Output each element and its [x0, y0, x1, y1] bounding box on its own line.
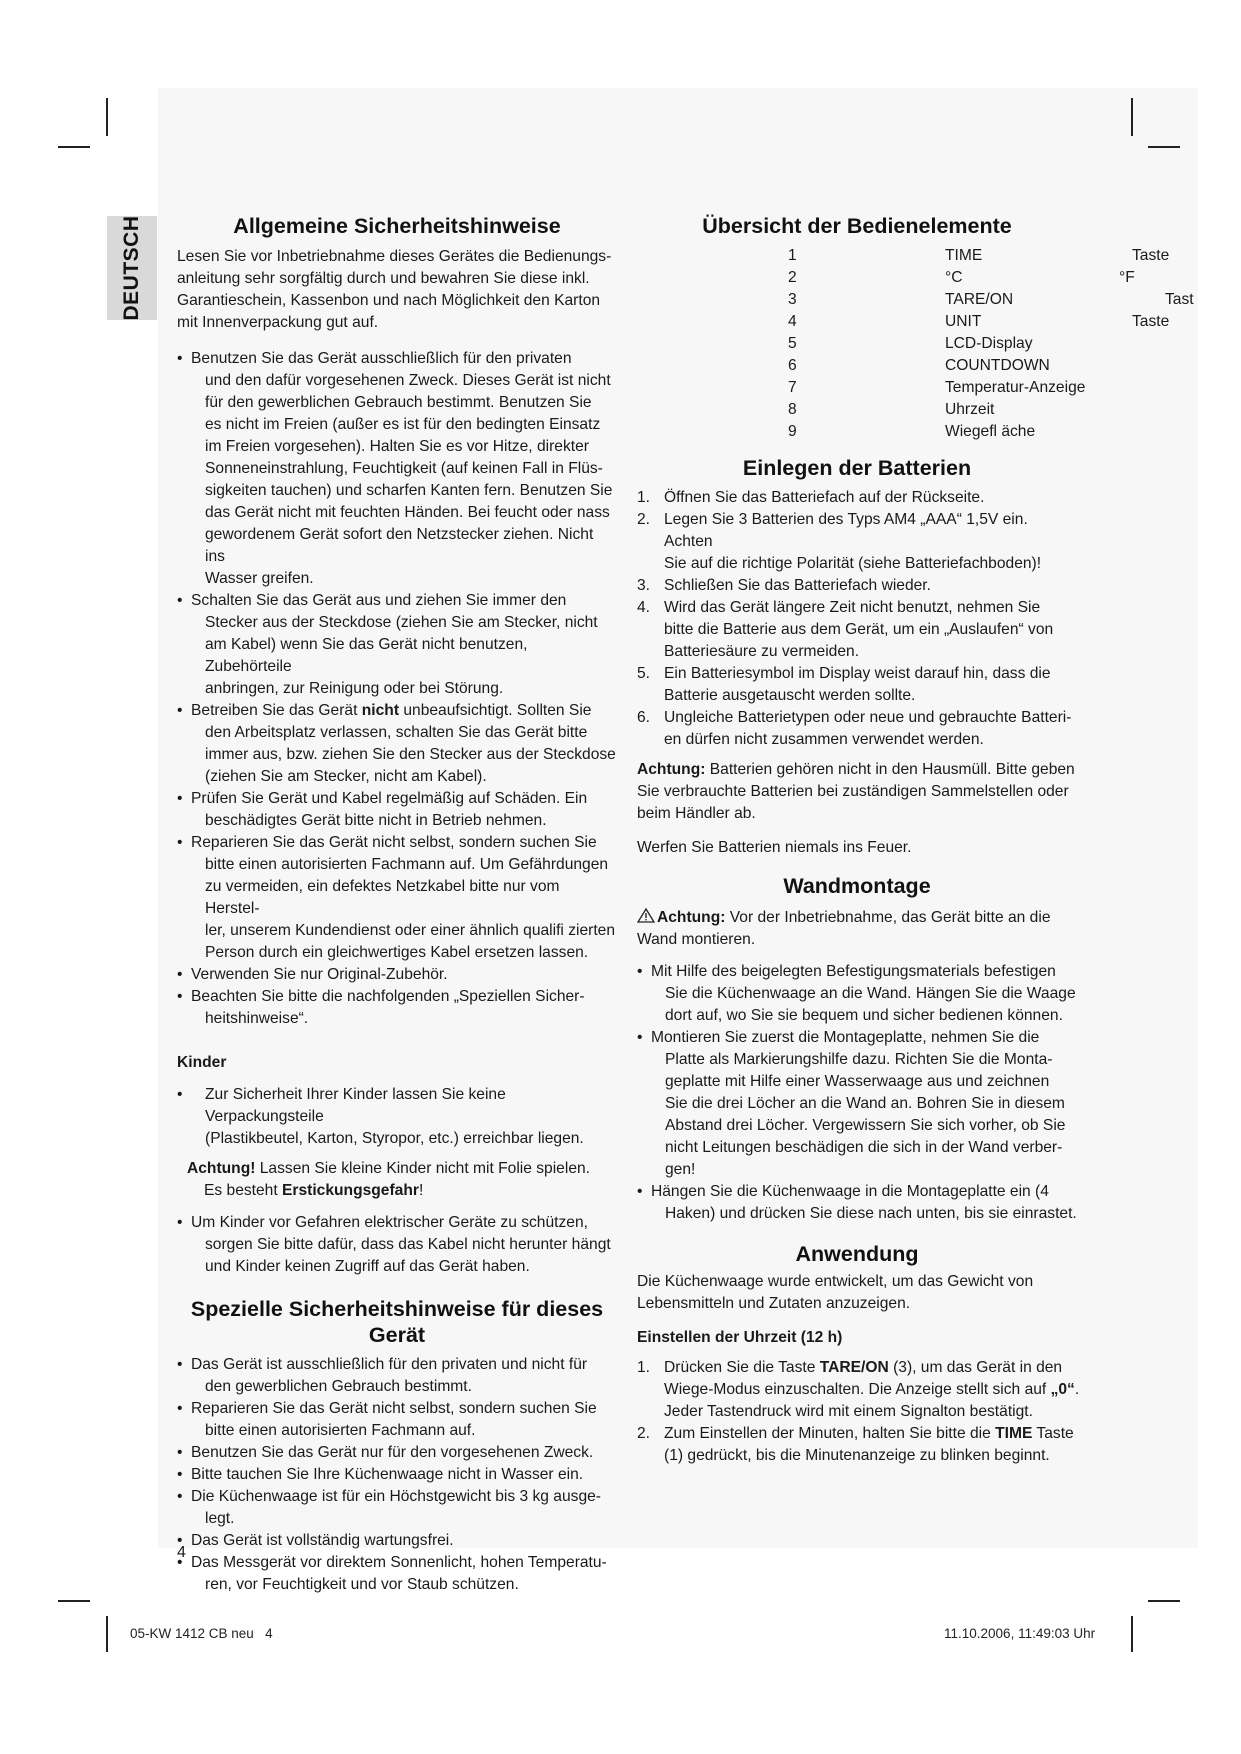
crop-mark: [58, 1600, 90, 1602]
wall-warning: Achtung: Vor der Inbetriebnahme, das Gerät bitte an die Wand montieren.: [637, 909, 1051, 948]
list-item: • Reparieren Sie das Gerät nicht selbst, sondern suchen Sie bitte einen autorisierten Fachmann auf.: [177, 1398, 617, 1442]
crop-mark: [1131, 98, 1133, 136]
list-item: 5. Ein Batteriesymbol im Display weist darauf hin, dass die Batterie ausgetauscht werden sollte.: [637, 665, 1051, 704]
list-item: • Bitte tauchen Sie Ihre Küchenwaage nicht in Wasser ein.: [177, 1464, 617, 1486]
list-item: • Um Kinder vor Gefahren elektrischer Geräte zu schützen, sorgen Sie bitte dafür, dass das Kabel nicht herunter hängt und Kinder keinen Zugriff auf das Gerät haben.: [177, 1212, 617, 1278]
right-column: [637, 213, 1194, 1467]
table-row: 1 TIME Taste: [788, 247, 1170, 264]
battery-fire-note: Werfen Sie Batterien niemals ins Feuer.: [637, 839, 912, 856]
list-item: 1. Öffnen Sie das Batteriefach auf der Rückseite.: [637, 489, 985, 506]
table-row: 6 COUNTDOWN: [788, 357, 1050, 374]
table-row: 2 °C °F: [788, 269, 1135, 286]
table-row: 4 UNIT Taste: [788, 313, 1170, 330]
list-item: 2. Zum Einstellen der Minuten, halten Sie bitte die TIME Taste (1) gedrückt, bis die Minutenanzeige zu blinken beginnt.: [637, 1425, 1074, 1464]
page-number: 4: [177, 1544, 186, 1561]
list-item: • Das Messgerät vor direktem Sonnenlicht, hohen Temperatu- ren, vor Feuchtigkeit und vor Staub schützen.: [177, 1552, 617, 1596]
table-row: 7 Temperatur-Anzeige: [788, 379, 1086, 396]
crop-mark: [1131, 1616, 1133, 1652]
list-item: • Das Gerät ist vollständig wartungsfrei.: [177, 1530, 617, 1552]
footer-file-info: 05-KW 1412 CB neu 4: [130, 1626, 273, 1641]
table-row: 8 Uhrzeit: [788, 401, 995, 418]
list-item: • Mit Hilfe des beigelegten Befestigungsmaterials befestigen Sie die Küchenwaage an die Wand. Hängen Sie die Waage dort auf, wo Sie sie bequem und sicher bedienen können.: [637, 961, 1157, 1027]
list-item: • Hängen Sie die Küchenwaage in die Montageplatte ein (4 Haken) und drücken Sie diese nach unten, bis sie einrastet.: [637, 1181, 1157, 1225]
list-item: • Benutzen Sie das Gerät nur für den vorgesehenen Zweck.: [177, 1442, 617, 1464]
list-item: • Schalten Sie das Gerät aus und ziehen Sie immer den Stecker aus der Steckdose (ziehen Sie am Stecker, nicht am Kabel) wenn Sie das Gerät nicht benutzen, Zubehörteile anbringen, zur Reinigung oder bei Störung.: [177, 590, 617, 700]
list-item: 2. Legen Sie 3 Batterien des Typs AM4 „AAA“ 1,5V ein. Achten Sie auf die richtige Polarität (siehe Batteriefachboden)!: [637, 511, 1042, 572]
list-item: 4. Wird das Gerät längere Zeit nicht benutzt, nehmen Sie bitte die Batterie aus dem Gerät, um ein „Auslaufen“ von Batteriesäure zu vermeiden.: [637, 599, 1054, 660]
children-item: • Zur Sicherheit Ihrer Kinder lassen Sie keine Verpackungsteile (Plastikbeutel, Karton, Styropor, etc.) erreichbar liegen.: [177, 1086, 584, 1147]
battery-steps: [637, 487, 1077, 751]
children-heading: Kinder: [177, 1054, 227, 1071]
list-item: • Verwenden Sie nur Original-Zubehör.: [177, 964, 617, 986]
crop-mark: [106, 98, 108, 136]
list-item: • Benutzen Sie das Gerät ausschließlich für den privaten und den dafür vorgesehenen Zweck. Dieses Gerät ist nicht für den gewerblichen Gebrauch bestimmt. Benutzen Sie es nicht im Freien (außer es ist für den bedingten Einsatz im Freien vorgesehen). Halten Sie es vor Hitze, direkter Sonneneinstrahlung, Feuchtigkeit (auf keinen Fall in Flüs- sigkeiten tauchen) und scharfen Kanten fern. Benutzen Sie das Gerät nicht mit feuchten Händen. Bei feucht oder nass gewordenem Gerät sofort den Netzstecker ziehen. Nicht ins Wasser greifen.: [177, 348, 617, 590]
wall-mount-title: Wandmontage: [783, 874, 931, 898]
table-row: 5 LCD-Display: [788, 335, 1033, 352]
crop-mark: [58, 146, 90, 148]
battery-title: Einlegen der Batterien: [742, 456, 972, 480]
crop-mark: [1148, 146, 1180, 148]
warning-icon: [637, 908, 655, 923]
controls-overview-title: Übersicht der Bedienelemente: [702, 214, 1012, 238]
crop-mark: [106, 1616, 108, 1652]
battery-warning: Achtung: Batterien gehören nicht in den Hausmüll. Bitte geben Sie verbrauchte Batterien bei zuständigen Sammelstellen oder beim Händler ab.: [637, 761, 1075, 822]
list-item: 1. Drücken Sie die Taste TARE/ON (3), um das Gerät in den Wiege-Modus einzuschalten. Die Anzeige stellt sich auf „0“. Jeder Tastendruck wird mit einem Signalton bestätigt.: [637, 1359, 1080, 1420]
list-item: 3. Schließen Sie das Batteriefach wieder.: [637, 577, 931, 594]
safety-list: [177, 348, 617, 1030]
language-tab-label: DEUTSCH: [120, 215, 143, 321]
children-list: [177, 1212, 617, 1278]
usage-title: Anwendung: [795, 1242, 919, 1266]
list-item: 6. Ungleiche Batterietypen oder neue und gebrauchte Batteri- en dürfen nicht zusammen verwendet werden.: [637, 709, 1072, 748]
left-column: [177, 213, 617, 1596]
table-row: 9 Wiegefl äche: [788, 423, 1036, 440]
list-item: • Montieren Sie zuerst die Montageplatte, nehmen Sie die Platte als Markierungshilfe dazu. Richten Sie die Monta- geplatte mit Hilfe einer Wasserwaage aus und zeichnen Sie die drei Löcher an die Wand an. Bohren Sie in diesem Abstand drei Löcher. Vergewissern Sie sich vorher, ob Sie nicht Leitungen beschädigen die sich in der Wand verber- gen!: [637, 1027, 1157, 1181]
special-safety-list: [177, 1354, 617, 1596]
general-safety-title: Allgemeine Sicherheitshinweise: [233, 214, 561, 238]
controls-table: [637, 245, 1194, 443]
list-item: • Die Küchenwaage ist für ein Höchstgewicht bis 3 kg ausge- legt.: [177, 1486, 617, 1530]
wall-list: [637, 961, 1157, 1225]
list-item: • Beachten Sie bitte die nachfolgenden „Speziellen Sicher- heitshinweise“.: [177, 986, 617, 1030]
children-warning: Achtung! Lassen Sie kleine Kinder nicht mit Folie spielen. Es besteht Erstickungsgefahr!: [187, 1160, 590, 1199]
list-item: • Das Gerät ist ausschließlich für den privaten und nicht für den gewerblichen Gebrauch bestimmt.: [177, 1354, 617, 1398]
table-row: 3 TARE/ON Tast: [788, 291, 1194, 308]
usage-intro: Die Küchenwaage wurde entwickelt, um das Gewicht von Lebensmitteln und Zutaten anzuzeigen.: [637, 1273, 1034, 1312]
list-item: • Reparieren Sie das Gerät nicht selbst, sondern suchen Sie bitte einen autorisierten Fachmann auf. Um Gefährdungen zu vermeiden, ein defektes Netzkabel bitte nur vom Herstel- ler, unserem Kundendienst oder einer ähnlich qualifi zierten Person durch ein gleichwertiges Kabel ersetzen lassen.: [177, 832, 617, 964]
intro-paragraph: Lesen Sie vor Inbetriebnahme dieses Gerätes die Bedienungs- anleitung sehr sorgfältig durch und bewahren Sie diese inkl. Garantieschein, Kassenbon und nach Möglichkeit den Karton mit Innenverpackung gut auf.: [177, 248, 612, 331]
clock-steps: [637, 1357, 1097, 1467]
list-item: • Betreiben Sie das Gerät nicht unbeaufsichtigt. Sollten Sie den Arbeitsplatz verlassen, schalten Sie das Gerät bitte immer aus, bzw. ziehen Sie den Stecker aus der Steckdose (ziehen Sie am Stecker, nicht am Kabel).: [177, 700, 617, 788]
list-item: • Prüfen Sie Gerät und Kabel regelmäßig auf Schäden. Ein beschädigtes Gerät bitte nicht in Betrieb nehmen.: [177, 788, 617, 832]
special-safety-title: Spezielle Sicherheitshinweise für dieses Gerät: [190, 1297, 604, 1347]
crop-mark: [1148, 1600, 1180, 1602]
language-tab: [107, 216, 157, 320]
footer-timestamp: 11.10.2006, 11:49:03 Uhr: [944, 1626, 1096, 1641]
clock-setting-heading: Einstellen der Uhrzeit (12 h): [637, 1329, 843, 1346]
